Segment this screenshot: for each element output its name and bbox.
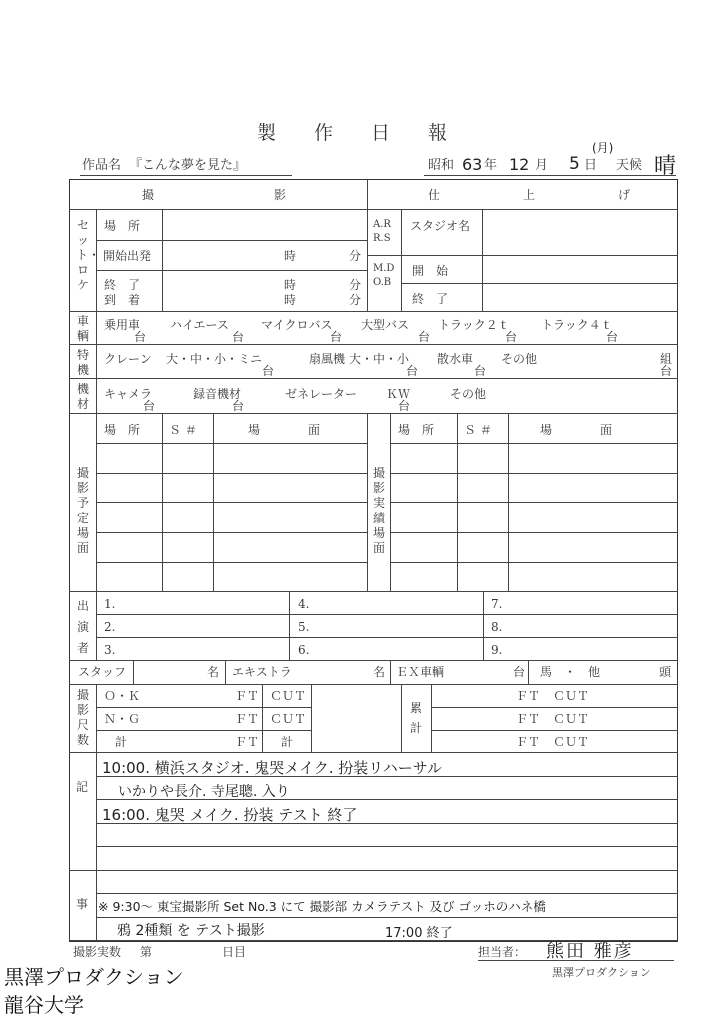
notes-label-ji: 事 [76,897,89,911]
day-unit: 日 [584,158,598,173]
extra-person-unit: 名 [373,665,386,679]
crane-label: クレーン [104,352,152,366]
watermark-ryukoku: 龍谷大学 [4,993,84,1017]
equip-unit-3: 台 [398,399,411,413]
crane-sizes: 大・中・小・ミニ [166,352,263,366]
section-finishing: 仕 上 げ [428,188,638,202]
begin-label: 開 始 [412,264,449,278]
actual-scenes-label: 撮影実績場面 [372,466,385,555]
cum-ft-3: ＦＴ [516,735,541,749]
ex-vehicle-unit: 台 [513,665,526,679]
form-border [69,179,678,942]
arrive-minute: 分 [349,293,362,307]
cast-side-label: 出演者 [76,599,89,655]
rs-label: R.S [373,233,391,244]
era-label: 昭和 [428,158,455,173]
notes-line-5: 鴉 2種類 を テスト撮影 [117,923,265,939]
vehicle-unit-6: 台 [606,330,619,344]
notes-line-1: 10:00. 横浜スタジオ. 鬼哭メイク. 扮装リハーサル [102,759,443,777]
end-hour: 時 [284,278,297,292]
equip-generator: ゼネレーター [285,387,358,401]
ng-ft: ＦＴ [235,712,260,726]
end-label: 終 了 [104,278,141,292]
vehicle-bigbus: 大型バス [361,318,410,332]
ob-label: O.B [373,277,392,288]
notes-label-ki: 記 [76,780,89,794]
vehicle-truck2t: トラック２ｔ [438,318,510,332]
ok-ft: ＦＴ [235,689,260,703]
total-cut-label: 計 [281,735,294,749]
cast-8: 8. [491,620,503,634]
vehicle-unit-2: 台 [232,330,245,344]
watermark-kurosawa: 黒澤プロダクション [4,965,184,989]
staff-label: スタッフ [78,665,127,679]
vehicle-hiace: ハイエース [170,318,229,332]
total-label: 計 [115,735,128,749]
cum-cut-3: ＣＵＴ [553,735,590,749]
studio-label: スタジオ名 [410,219,471,233]
person-name: 熊田 雅彦 [546,941,634,962]
start-minute: 分 [349,249,362,263]
vehicle-microbus: マイクロバス [261,318,333,332]
arrive-label: 到 着 [104,293,141,307]
equip-unit-1: 台 [143,399,156,413]
sprinkler-label: 散水車 [437,352,474,366]
plan-scenes-label: 撮影予定場面 [76,466,89,555]
vehicle-truck4t: トラック４ｔ [541,318,613,332]
days-label: 撮影実数 [73,945,122,959]
year-value: 63 [462,155,483,174]
cast-2: 2. [104,620,116,634]
vehicles-side-label: 車輌 [76,314,89,343]
extra-label: エキストラ [232,665,292,679]
fan-label: 扇風機 [309,352,346,366]
work-title: 『こんな夢を見た』 [129,158,247,173]
cum-ft-2: ＦＴ [516,712,541,726]
equip-kw: ＫＷ [386,387,411,401]
cum-cut-1: ＣＵＴ [553,689,590,703]
actual-col-scene: 場 面 [540,423,613,437]
work-label: 作品名 [82,158,122,173]
ar-label: A.R [373,219,391,230]
cast-6: 6. [298,643,310,657]
cast-3: 3. [104,643,116,657]
person-label: 担当者： [478,945,527,959]
md-label: M.D [373,263,395,274]
horse-unit: 頭 [659,665,672,679]
footage-side-label: 撮影尺数 [76,688,89,747]
cast-5: 5. [298,620,310,634]
days-nichime: 日目 [222,945,247,959]
ex-vehicle-label: ＥＸ車輌 [396,665,445,679]
cast-1: 1. [104,597,116,611]
special-unit-2: 台 [406,364,419,378]
equip-other: その他 [450,387,487,401]
fan-sizes: 大・中・小 [349,352,410,366]
special-side-label: 特機 [76,348,89,377]
actual-col-s: Ｓ ＃ [464,423,492,437]
equip-unit-2: 台 [232,399,245,413]
cumulative-label: 累計 [409,701,422,735]
special-unit-3: 台 [474,364,487,378]
weekday-value: (月) [592,141,614,155]
title: 製 作 日 報 [256,122,464,144]
ng-cut: ＣＵＴ [270,712,307,726]
weather-value: 晴 [654,154,677,179]
finish-label: 終 了 [412,292,449,306]
end-minute: 分 [349,278,362,292]
vehicle-sedan: 乗用車 [104,318,141,332]
vehicle-unit-1: 台 [134,330,147,344]
special-set-unit: 組 [660,352,673,366]
set-loca-side-label: セット・ロケ [76,218,101,292]
plan-col-place: 場 所 [104,423,141,437]
cum-cut-2: ＣＵＴ [553,712,590,726]
month-value: 12 [509,155,530,174]
notes-line-4: ※ 9:30～ 東宝撮影所 Set No.3 にて 撮影部 カメラテスト 及び ゴッホのハネ橋 [98,899,546,914]
company-name: 黒澤プロダクション [552,966,651,979]
vehicle-unit-4: 台 [418,330,431,344]
special-other-label: その他 [501,352,538,366]
total-ft: ＦＴ [235,735,260,749]
cast-7: 7. [491,597,503,611]
cast-4: 4. [298,597,310,611]
cast-9: 9. [491,643,503,657]
place-label: 場 所 [104,219,141,233]
year-unit: 年 [484,158,498,173]
vehicle-unit-3: 台 [330,330,343,344]
special-unit-1: 台 [262,364,275,378]
day-value: 5 [569,154,580,174]
staff-person-unit: 名 [207,665,220,679]
equip-sound: 録音機材 [193,387,242,401]
horse-label: 馬 ・ 他 [540,665,601,679]
special-unit-4: 台 [660,364,673,378]
weather-label: 天候 [616,158,643,173]
notes-line-5-time: 17:00 終了 [385,926,453,941]
vehicle-unit-5: 台 [505,330,518,344]
cum-ft-1: ＦＴ [516,689,541,703]
equipment-side-label: 機材 [76,382,89,411]
equip-camera: キャメラ [104,387,153,401]
ng-label: Ｎ・Ｇ [104,712,141,726]
ok-label: Ｏ・Ｋ [104,689,141,703]
days-dai: 第 [140,945,153,959]
actual-col-place: 場 所 [398,423,435,437]
month-unit: 月 [535,158,549,173]
notes-line-3: 16:00. 鬼哭 メイク. 扮装 テスト 終了 [102,806,358,824]
notes-line-2: いかりや長介. 寺尾聰. 入り [118,784,290,800]
section-shooting: 撮 影 [142,188,297,202]
start-hour: 時 [284,249,297,263]
arrive-hour: 時 [284,293,297,307]
plan-col-s: Ｓ ＃ [169,423,197,437]
start-label: 開始出発 [103,249,152,263]
plan-col-scene: 場 面 [248,423,321,437]
ok-cut: ＣＵＴ [270,689,307,703]
